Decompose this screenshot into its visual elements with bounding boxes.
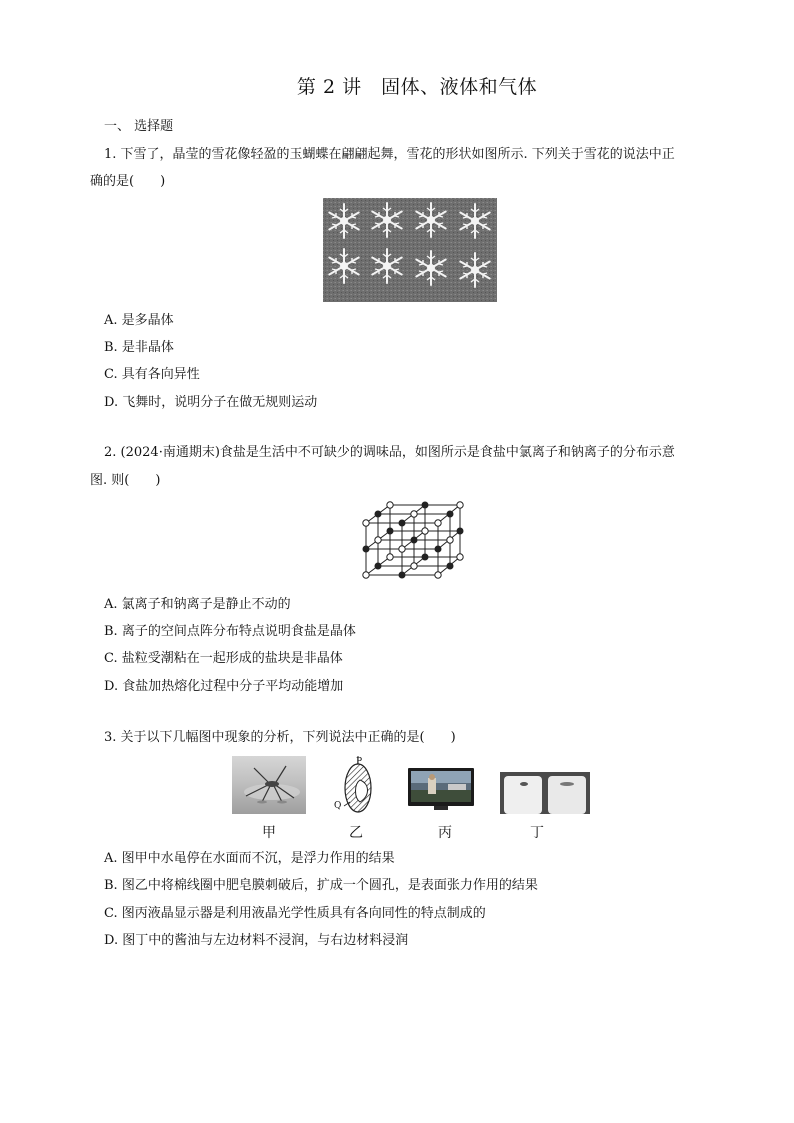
material-blocks-photo bbox=[500, 772, 590, 814]
lcd-monitor-figure bbox=[408, 768, 474, 810]
q2-option-a[interactable]: A. 氯离子和钠离子是静止不动的 bbox=[104, 597, 291, 612]
q3-option-b[interactable]: B. 图乙中将棉线圈中肥皂膜刺破后，扩成一个圆孔，是表面张力作用的结果 bbox=[104, 878, 538, 893]
water-strider-photo bbox=[232, 756, 306, 814]
question-1-stem: 1. 下雪了，晶莹的雪花像轻盈的玉蝴蝶在翩翩起舞，雪花的形状如图所示. 下列关于雪花的说法中正 bbox=[104, 147, 675, 162]
q1-option-d[interactable]: D. 飞舞时，说明分子在做无规则运动 bbox=[104, 395, 318, 410]
q3-option-c[interactable]: C. 图丙液晶显示器是利用液晶光学性质具有各向同性的特点制成的 bbox=[104, 906, 486, 921]
q2-option-c[interactable]: C. 盐粒受潮粘在一起形成的盐块是非晶体 bbox=[104, 651, 343, 666]
material-blocks-figure bbox=[500, 772, 590, 814]
page-title: 第 2 讲 固体、液体和气体 bbox=[296, 76, 538, 98]
water-strider-figure bbox=[232, 756, 306, 814]
lcd-monitor-photo bbox=[408, 768, 474, 810]
q2-option-b[interactable]: B. 离子的空间点阵分布特点说明食盐是晶体 bbox=[104, 624, 356, 639]
q3-option-d[interactable]: D. 图丁中的酱油与左边材料不浸润，与右边材料浸润 bbox=[104, 933, 409, 948]
q2-option-d[interactable]: D. 食盐加热熔化过程中分子平均动能增加 bbox=[104, 679, 344, 694]
snowflake-image bbox=[323, 198, 497, 302]
q1-option-a[interactable]: A. 是多晶体 bbox=[104, 313, 174, 328]
section-heading: 一、 选择题 bbox=[104, 119, 174, 134]
q1-option-b[interactable]: B. 是非晶体 bbox=[104, 340, 174, 355]
question-2-stem-cont: 图. 则( ) bbox=[90, 473, 161, 488]
figure-label-bing: 丙 bbox=[438, 825, 452, 841]
snowflake-figure bbox=[323, 198, 497, 302]
figure-label-yi: 乙 bbox=[349, 825, 363, 841]
salt-lattice-figure bbox=[360, 497, 464, 585]
question-1-stem-cont: 确的是( ) bbox=[90, 174, 166, 189]
question-2-stem: 2. (2024·南通期末)食盐是生活中不可缺少的调味品，如图所示是食盐中氯离子和钠离子的分布示意 bbox=[104, 445, 675, 460]
question-3-stem: 3. 关于以下几幅图中现象的分析，下列说法中正确的是( ) bbox=[104, 730, 456, 745]
salt-lattice-diagram bbox=[360, 497, 464, 585]
q1-option-c[interactable]: C. 具有各向异性 bbox=[104, 367, 200, 382]
mark-q: Q bbox=[334, 801, 342, 811]
figure-label-jia: 甲 bbox=[262, 825, 276, 841]
q3-option-a[interactable]: A. 图甲中水黾停在水面而不沉，是浮力作用的结果 bbox=[104, 851, 395, 866]
mark-p: P bbox=[356, 757, 363, 767]
figure-label-ding: 丁 bbox=[530, 825, 544, 841]
